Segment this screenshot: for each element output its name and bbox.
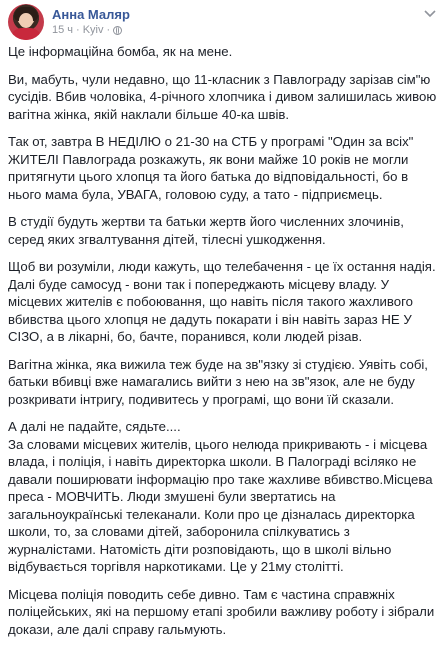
meta-separator-2: · (106, 23, 111, 36)
post-paragraph: Ви, мабуть, чули недавно, що 11-класник з Павлограду зарізав сім"ю сусідів. Вбив чоловіка, 4-річного хлопчика і дивом залишилась живою вагітна жінка, якій наклали більше 40-ка швів. (8, 71, 437, 122)
globe-icon (113, 26, 122, 35)
chevron-down-icon[interactable] (424, 8, 436, 20)
meta-separator: · (76, 23, 80, 36)
post-text (8, 43, 438, 648)
post-header (8, 4, 130, 40)
author-name[interactable]: Анна Маляр (52, 6, 130, 22)
post-paragraph: В студії будуть жертви та батьки жертв його численних злочинів, серед яких згвалтування дітей, тілесні ушкодження. (8, 214, 404, 247)
post-paragraph: Це інформаційна бомба, як на мене. (8, 44, 233, 59)
post-paragraph: Вагітна жінка, яка вижила теж буде на зв"язку зі студією. Уявіть собі, батьки вбивці вже намагались вийти з нею на зв"язок, але не буду розкривати інтригу, подивитесь у програмі, що вони їй сказали. (8, 356, 428, 407)
post-meta (52, 7, 130, 38)
post-paragraph: А далі не падайте, сядьте.... За словами місцевих жителів, цього нелюда прикривають - і місцева влада, і поліція, і навіть директорка школи. В Палограді всіляко не давали поширювати інформацію про таке жахливе вбивство.Місцева преса - МОВЧИТЬ. Люди змушені були звертатись на загальноукраїнські телеканали. Коли про це дізналась директорка школи, то, за словами дітей, заборонила спілкуватись з журналістами. Натомість діти розповідають, що в школі вільно відбувається торгівля наркотиками. Це у 21му столітті. (8, 419, 433, 574)
post-location[interactable]: Kyiv (82, 23, 104, 36)
post-paragraph: Щоб ви розуміли, люди кажуть, що телебачення - це їх остання надія. Далі буде самосуд - вони так і попереджають місцеву владу. У місцевих жителів є побоювання, що навіть після такого жахливого вбивства цього хлопця не дадуть покарати і він навіть зараз НЕ У СІЗО, а в лікарні, бо, бачте, поранився, коли людей різав. (8, 259, 436, 344)
post-subtitle (52, 23, 130, 38)
post-paragraph: Так от, завтра В НЕДІЛЮ о 21-30 на СТБ у програмі "Один за всіх" ЖИТЕЛІ Павлограда розкажуть, як вони майже 10 років не могли притягнути цього хлопця та його батька до відповідальності, бо в нього мама була, УВАГА, головою суду, а тато - підприємець. (8, 134, 414, 202)
post-time[interactable]: 15 ч (52, 23, 74, 36)
post-paragraph: Місцева поліція поводить себе дивно. Там є частина справжніх поліцейських, які на першому етапі зробили важливу роботу і зібрали докази, але далі справу гальмують. (8, 586, 435, 637)
avatar[interactable] (8, 4, 44, 40)
